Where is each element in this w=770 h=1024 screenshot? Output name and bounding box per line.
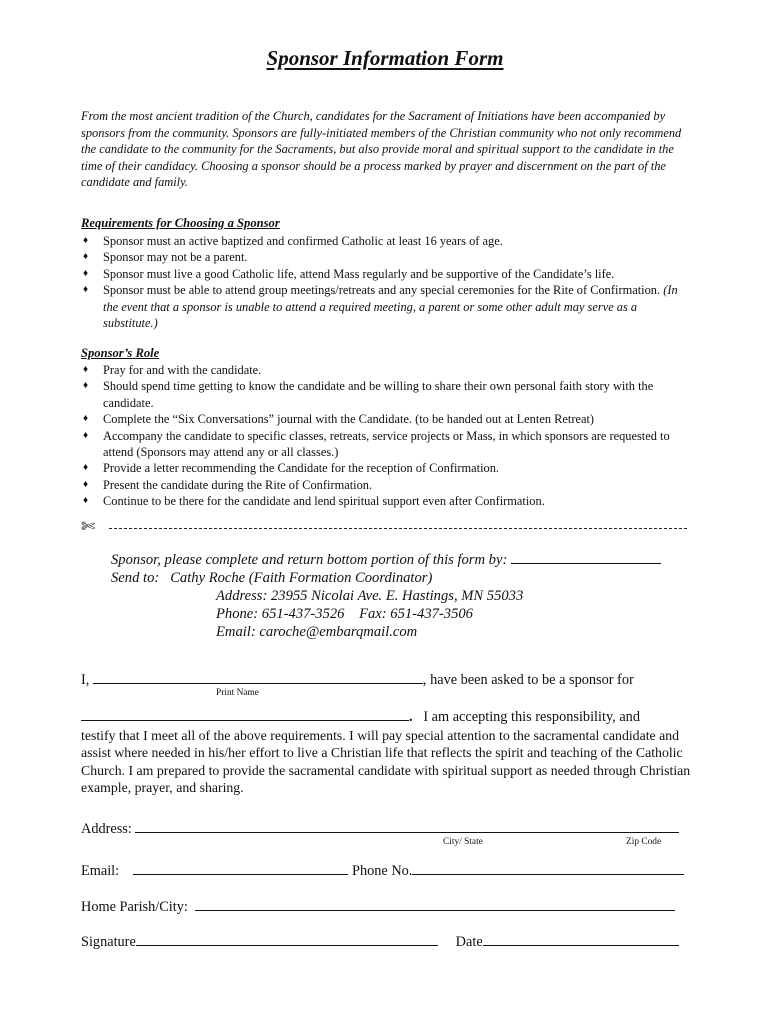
diamond-bullet-icon: ♦ [83, 267, 89, 279]
list-item: ♦ Continue to be there for the candidate and lend spiritual support even after Confirmation. [83, 494, 545, 509]
cut-line [81, 518, 687, 538]
intro-paragraph: From the most ancient tradition of the Church, candidates for the Sacrament of Initiations have been accompanied by sponsors from the community. Sponsors are fully-initiated members of the Christian community who not only recommend the candidate to the community for the Sacraments, but also provide moral and spiritual support to the candidate in the time of their candidacy. Choosing a sponsor should be a process marked by prayer and discernment on the part of the candidate and family. [81, 109, 682, 190]
signature-label: Signature [81, 934, 136, 950]
address-field[interactable] [135, 820, 679, 833]
scissors-icon: ✄ [81, 517, 96, 536]
print-name-label: Print Name [216, 688, 259, 698]
list-item: ♦ Complete the “Six Conversations” journal with the Candidate. (to be handed out at Lenten Retreat) [83, 412, 595, 427]
date-field[interactable] [483, 933, 679, 946]
pledge-body: testify that I meet all of the above requirements. I will pay special attention to the sacramental candidate and assist where needed in his/her effort to live a Christian life that reflects the spirit and teaching of the Catholic Church. I am prepared to provide the sacramental candidate with spiritual support as needed through Christian example, prayer, and sharing. [81, 728, 691, 796]
phone-field[interactable] [412, 862, 684, 875]
list-item: ♦ Provide a letter recommending the Candidate for the reception of Confirmation. [83, 461, 500, 476]
list-item: ♦ Sponsor must be able to attend group meetings/retreats and any special ceremonies for the Rite of Confirmation. (In the event that a sponsor is unable to attend a required meeting, a parent or some other adult may serve as a substitute.) [83, 283, 678, 331]
email-label: Email: [81, 863, 120, 879]
requirements-heading: Requirements for Choosing a Sponsor [81, 216, 280, 230]
role-heading: Sponsor’s Role [81, 346, 160, 360]
parish-row [81, 898, 675, 916]
email-field[interactable] [133, 862, 348, 875]
phone-label: Phone No. [352, 863, 413, 879]
diamond-bullet-icon: ♦ [83, 462, 89, 474]
home-parish-label: Home Parish/City: [81, 899, 188, 915]
diamond-bullet-icon: ♦ [83, 429, 89, 441]
return-date-field[interactable] [511, 551, 661, 564]
diamond-bullet-icon: ♦ [83, 364, 89, 375]
diamond-bullet-icon: ♦ [83, 495, 89, 507]
asked-text: , have been asked to be a sponsor for [422, 672, 634, 688]
return-instruction-text: Sponsor, please complete and return bottom portion of this form by: [111, 552, 508, 568]
diamond-bullet-icon: ♦ [83, 380, 89, 392]
candidate-name-field[interactable] [81, 708, 409, 721]
return-instructions [111, 551, 691, 641]
signature-row [81, 933, 679, 951]
candidate-line: . I am accepting this responsibility, and [81, 708, 693, 726]
diamond-bullet-icon: ♦ [83, 478, 89, 490]
email-phone-row [81, 862, 684, 880]
diamond-bullet-icon: ♦ [83, 251, 89, 263]
city-state-label: City/ State [443, 837, 483, 847]
list-item: ♦ Accompany the candidate to specific classes, retreats, service projects or Mass, in which sponsors are requested to attend (Sponsors may attend any or all classes.) [83, 428, 670, 460]
accepting-text: I am accepting this responsibility, and [423, 709, 640, 725]
contact-phone: Phone: 651-437-3526 [216, 606, 345, 622]
address-label: Address: [81, 821, 132, 837]
contact-address: Address: 23955 Nicolai Ave. E. Hastings, MN 55033 [216, 588, 524, 604]
role-list [81, 362, 693, 510]
sponsor-name-field[interactable] [93, 671, 423, 684]
requirements-list [81, 233, 693, 331]
diamond-bullet-icon: ♦ [83, 413, 89, 425]
list-item: ♦ Present the candidate during the Rite of Confirmation. [83, 477, 373, 492]
date-label: Date [455, 934, 483, 950]
signature-field[interactable] [136, 933, 438, 946]
list-item: ♦ Sponsor must live a good Catholic life, attend Mass regularly and be supportive of the Candidate’s life. [83, 266, 615, 281]
pledge-i-label: I, [81, 672, 90, 688]
page-title: Sponsor Information Form [266, 46, 504, 70]
home-parish-field[interactable] [195, 898, 675, 911]
pledge-line [81, 671, 693, 689]
address-row [81, 820, 679, 838]
list-item: ♦ Should spend time getting to know the candidate and be willing to share their own personal faith story with the candidate. [83, 379, 654, 410]
contact-name: Cathy Roche (Faith Formation Coordinator) [170, 570, 433, 586]
contact-fax: Fax: 651-437-3506 [359, 606, 473, 622]
substitute-note: (In the event that a sponsor is unable to attend a required meeting, a parent or some other adult may serve as a substitute.) [103, 283, 678, 331]
diamond-bullet-icon: ♦ [83, 284, 89, 296]
list-item: ♦ Sponsor must an active baptized and confirmed Catholic at least 16 years of age. [83, 234, 503, 248]
list-item: ♦ Sponsor may not be a parent. [83, 250, 248, 265]
list-item: ♦ Pray for and with the candidate. [83, 363, 262, 377]
diamond-bullet-icon: ♦ [83, 235, 89, 246]
zip-code-label: Zip Code [626, 837, 662, 847]
dashed-divider [109, 528, 687, 529]
contact-email: Email: caroche@embarqmail.com [216, 624, 418, 640]
send-to-label: Send to: [111, 570, 160, 586]
